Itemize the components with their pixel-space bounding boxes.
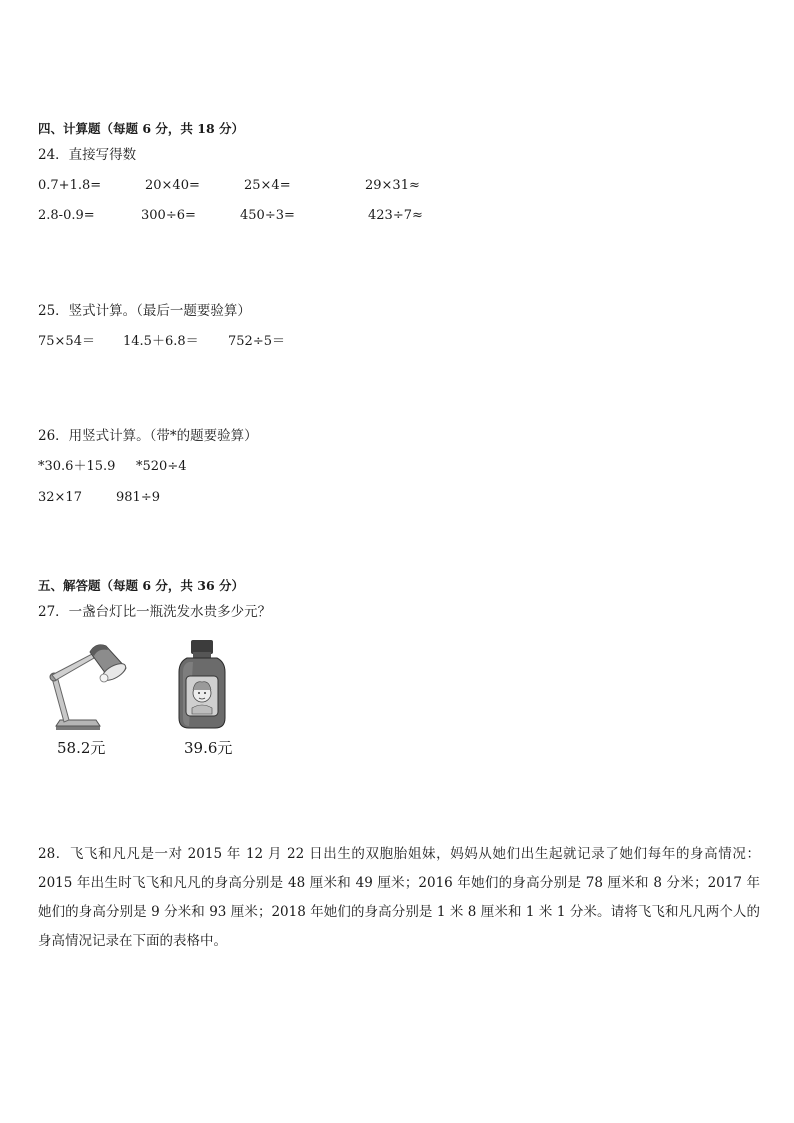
- q24-item-5: 2.8-0.9=: [38, 208, 95, 223]
- desk-lamp-icon: [42, 638, 132, 734]
- q24-item-4: 29×31≈: [365, 178, 420, 193]
- q24-item-1: 0.7+1.8=: [38, 178, 102, 193]
- q24-item-8: 423÷7≈: [368, 208, 423, 223]
- shampoo-bottle-icon: [177, 638, 227, 732]
- question-27-title: 27．一盏台灯比一瓶洗发水贵多少元？: [38, 604, 272, 620]
- q25-item-2: 14.5＋6.8＝: [123, 334, 199, 349]
- question-25-title: 25．竖式计算。（最后一题要验算）: [38, 303, 251, 319]
- q24-item-6: 300÷6=: [141, 208, 196, 223]
- q24-item-7: 450÷3=: [240, 208, 295, 223]
- lamp-price: 58.2元: [57, 739, 106, 757]
- q26-item-4: 981÷9: [116, 490, 160, 505]
- section-4-heading: 四、计算题（每题 6 分，共 18 分）: [38, 121, 245, 136]
- section-5-heading: 五、解答题（每题 6 分，共 36 分）: [38, 578, 245, 593]
- q25-item-3: 752÷5＝: [228, 334, 285, 349]
- q26-item-1: *30.6＋15.9: [38, 459, 116, 474]
- q25-item-1: 75×54＝: [38, 334, 95, 349]
- q26-item-2: *520÷4: [136, 459, 187, 474]
- question-24-title: 24．直接写得数: [38, 147, 137, 163]
- q24-item-3: 25×4=: [244, 178, 291, 193]
- question-28-text: 28．飞飞和凡凡是一对 2015 年 12 月 22 日出生的双胞胎姐妹，妈妈从她们出生起就记录了她们每年的身高情况：2015 年出生时飞飞和凡凡的身高分别是 48 厘米和 49 厘米；2016 年她们的身高分别是 78 厘米和 8 分米；2017 年她们的身高分别是 9 分米和 93 厘米；2018 年她们的身高分别是 1 米 8 厘米和 1 米 1 分米。请将飞飞和凡凡两个人的身高情况记录在下面的表格中。: [38, 846, 760, 949]
- q24-item-2: 20×40=: [145, 178, 200, 193]
- question-26-title: 26．用竖式计算。（带*的题要验算）: [38, 428, 258, 444]
- bottle-price: 39.6元: [184, 739, 233, 757]
- q26-item-3: 32×17: [38, 490, 82, 505]
